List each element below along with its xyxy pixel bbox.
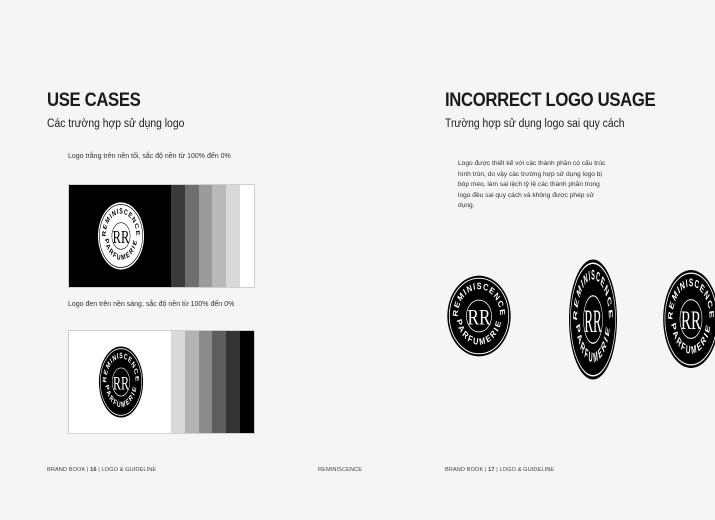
tone-swatch (171, 331, 185, 433)
incorrect-usage-description: Logo được thiết kế với các thành phần có cấu trúc hình tròn, do vậy các trường hợp sử dụng logo bị bóp méo, làm sai lệch tỷ lệ các thành phần trong logo đều sai quy cách và không được phép sử dụng. (458, 160, 606, 209)
logo-bottom-text: PARFUMERIE (103, 383, 139, 410)
logo-monogram: RR (584, 304, 602, 340)
page-17 (357, 0, 715, 520)
logo-monogram: RR (112, 227, 130, 248)
page-subtitle: Trường hợp sử dụng logo sai quy cách (445, 118, 625, 130)
footer-left (47, 467, 156, 473)
tone-swatch (185, 185, 199, 287)
page-title: USE CASES (47, 90, 141, 111)
tone-swatch (185, 331, 199, 433)
footer-suffix: | LOGO & GUIDELINE (496, 467, 555, 473)
tone-swatch (240, 185, 254, 287)
logo-monogram: RR (113, 373, 129, 395)
tone-swatch (212, 331, 226, 433)
dark-caption: Logo trắng trên nền tối, sắc độ nền từ 100% đến 0% (68, 153, 231, 160)
tone-swatch (199, 331, 213, 433)
logo-bottom-text: PARFUMERIE (454, 317, 504, 348)
tone-swatch (199, 185, 213, 287)
logo-monogram: RR (467, 306, 491, 330)
footer-page-number: 16 (90, 467, 97, 473)
logo-top-text: REMINISCENCE (572, 268, 614, 322)
page-subtitle: Các trường hợp sử dụng logo (47, 118, 185, 130)
light-logo-panel (69, 331, 171, 433)
footer-suffix: | LOGO & GUIDELINE (98, 467, 157, 473)
logo-top-text: REMINISCENCE (101, 207, 141, 238)
logo-bottom-text: PARFUMERIE (574, 322, 612, 367)
tone-swatch (226, 185, 240, 287)
logo-black-icon (98, 345, 144, 419)
logo-top-text: REMINISCENCE (666, 276, 715, 321)
dark-logo-panel (69, 185, 171, 287)
logo-top-text: REMINISCENCE (450, 280, 508, 318)
footer-page-number: 17 (488, 467, 495, 473)
footer-prefix: BRAND BOOK | (47, 467, 89, 473)
tone-swatch (240, 331, 254, 433)
logo-bottom-text: PARFUMERIE (669, 321, 713, 357)
distorted-logo-horizontal-icon (446, 274, 512, 358)
tone-swatch (212, 185, 226, 287)
tone-swatch (226, 331, 240, 433)
logo-white-icon (97, 201, 145, 271)
footer-brand: REMINISCENCE (318, 467, 363, 473)
logo-monogram: RR (680, 305, 702, 336)
distorted-logo-cropped-icon (662, 268, 715, 370)
tone-swatch (171, 185, 185, 287)
footer-right (445, 467, 554, 473)
distorted-logo-vertical-icon (568, 257, 618, 382)
page-title: INCORRECT LOGO USAGE (445, 90, 656, 111)
dark-background-strip (68, 184, 255, 288)
footer-prefix: BRAND BOOK | (445, 467, 487, 473)
logo-bottom-text: PARFUMERIE (103, 237, 139, 263)
light-caption: Logo đen trên nền sáng, sắc độ nền từ 100% đến 0% (68, 301, 235, 308)
light-background-strip (68, 330, 255, 434)
logo-top-text: REMINISCENCE (102, 352, 140, 383)
